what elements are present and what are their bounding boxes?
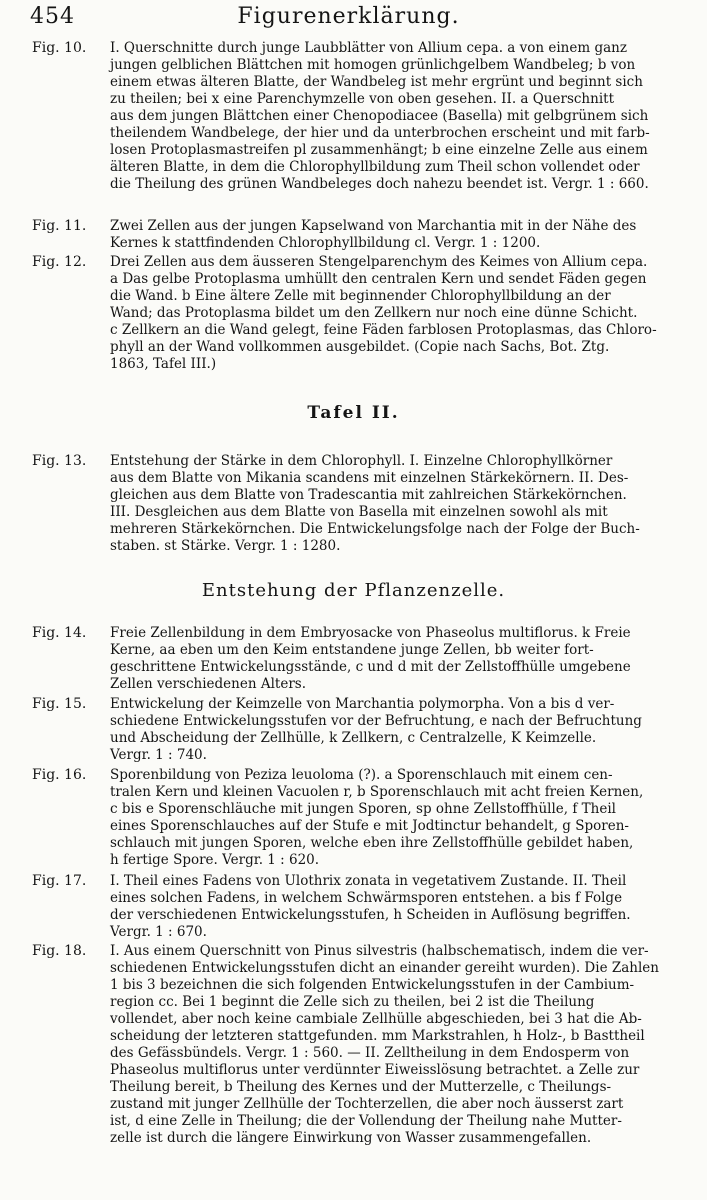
figure-description: Freie Zellenbildung in dem Embryosacke von Phaseolus multiflorus. k Freie Kerne, aa eben um den Keim entstandene junge Zellen, bb weiter fort- geschrittene Entwickelungsstände, c und d mit der Zellstoffhülle umgebene Zellen verschiedenen Alters. — [110, 625, 631, 692]
figure-description: I. Querschnitte durch junge Laubblätter von Allium cepa. a von einem ganz jungen gelblichen Blättchen mit homogen grünlichgelbem Wandbeleg; b von einem etwas älteren Blatte, der Wandbeleg ist mehr ergrünt und beginnt sich zu theilen; bei x eine Parenchymzelle von oben gesehen. II. a Querschnitt aus dem jungen Blättchen einer Chenopodiacee (Basella) mit gelbgrünem sich theilendem Wandbelege, der hier und da unterbrochen erscheint und mit farb- losen Protoplasmastreifen pl zusammenhängt; b eine einzelne Zelle aus einem älteren Blatte, in dem die Chlorophyllbildung zum Theil schon vollendet oder die Theilung des grünen Wandbeleges doch nahezu beendet ist. Vergr. 1 : 660. — [110, 40, 650, 192]
page-header-title: Figurenerklärung. — [237, 4, 460, 29]
figure-label: Fig. 10. — [32, 40, 87, 56]
page-number: 454 — [30, 4, 75, 29]
figure-label: Fig. 14. — [32, 625, 87, 641]
figure-label: Fig. 13. — [32, 453, 87, 469]
figure-label: Fig. 17. — [32, 873, 87, 889]
figure-label: Fig. 18. — [32, 943, 87, 959]
figure-label: Fig. 12. — [32, 254, 87, 270]
figure-description: Zwei Zellen aus der jungen Kapselwand von Marchantia mit in der Nähe des Kernes k stattfindenden Chlorophyllbildung cl. Vergr. 1 : 1200. — [110, 218, 637, 251]
section-heading-tafel-2: Tafel II. — [307, 403, 400, 423]
running-head — [30, 4, 667, 34]
figure-description: Drei Zellen aus dem äusseren Stengelparenchym des Keimes von Allium cepa. a Das gelbe Protoplasma umhüllt den centralen Kern und sendet Fäden gegen die Wand. b Eine ältere Zelle mit beginnender Chlorophyllbildung an der Wand; das Protoplasma bildet um den Zellkern nur noch eine dünne Schicht. c Zellkern an die Wand gelegt, feine Fäden farblosen Protoplasmas, das Chloro- phyll an der Wand vollkommen ausgebildet. (Copie nach Sachs, Bot. Ztg. 1863, Tafel III.) — [110, 254, 657, 372]
figure-description: Entstehung der Stärke in dem Chlorophyll. I. Einzelne Chlorophyllkörner aus dem Blatte von Mikania scandens mit einzelnen Stärkekörnern. II. Des- gleichen aus dem Blatte von Tradescantia mit zahlreichen Stärkekörnchen. III. Desgleichen aus dem Blatte von Basella mit einzelnen sowohl als mit mehreren Stärkekörnchen. Die Entwickelungsfolge nach der Folge der Buch- staben. st Stärke. Vergr. 1 : 1280. — [110, 453, 640, 554]
figure-label: Fig. 15. — [32, 696, 87, 712]
section-heading-entstehung: Entstehung der Pflanzenzelle. — [201, 580, 506, 601]
figure-description: Sporenbildung von Peziza leuoloma (?). a Sporenschlauch mit einem cen- tralen Kern und kleinen Vacuolen r, b Sporenschlauch mit acht freien Kernen, c bis e Sporenschläuche mit jungen Sporen, sp ohne Zellstoffhülle, f Theil eines Sporenschlauches auf der Stufe e mit Jodtinctur behandelt, g Sporen- schlauch mit jungen Sporen, welche eben ihre Zellstoffhülle gebildet haben, h fertige Spore. Vergr. 1 : 620. — [110, 767, 644, 868]
figure-description: I. Aus einem Querschnitt von Pinus silvestris (halbschematisch, indem die ver- schiedenen Entwickelungsstufen dicht an einander gereiht wurden). Die Zahlen 1 bis 3 bezeichnen die sich folgenden Entwickelungsstufen in der Cambium- region cc. Bei 1 beginnt die Zelle sich zu theilen, bei 2 ist die Theilung vollendet, aber noch keine cambiale Zellhülle abgeschieden, bei 3 hat die Ab- scheidung der letzteren stattgefunden. mm Markstrahlen, h Holz-, b Basttheil des Gefässbündels. Vergr. 1 : 560. — II. Zelltheilung in dem Endosperm von Phaseolus multiflorus unter verdünnter Eiweisslösung betrachtet. a Zelle zur Theilung bereit, b Theilung des Kernes und der Mutterzelle, c Theilungs- zustand mit junger Zellhülle der Tochterzellen, die aber noch äusserst zart ist, d eine Zelle in Theilung; die der Vollendung der Theilung nahe Mutter- zelle ist durch die längere Einwirkung von Wasser zusammengefallen. — [110, 943, 659, 1146]
figure-description: Entwickelung der Keimzelle von Marchantia polymorpha. Von a bis d ver- schiedene Entwickelungsstufen vor der Befruchtung, e nach der Befruchtung und Abscheidung der Zellhülle, k Zellkern, c Centralzelle, K Keimzelle. Vergr. 1 : 740. — [110, 696, 642, 763]
figure-label: Fig. 11. — [32, 218, 87, 234]
figure-label: Fig. 16. — [32, 767, 87, 783]
figure-description: I. Theil eines Fadens von Ulothrix zonata in vegetativem Zustande. II. Theil eines solchen Fadens, in welchem Schwärmsporen entstehen. a bis f Folge der verschiedenen Entwickelungsstufen, h Scheiden in Auflösung begriffen. Vergr. 1 : 670. — [110, 873, 631, 940]
